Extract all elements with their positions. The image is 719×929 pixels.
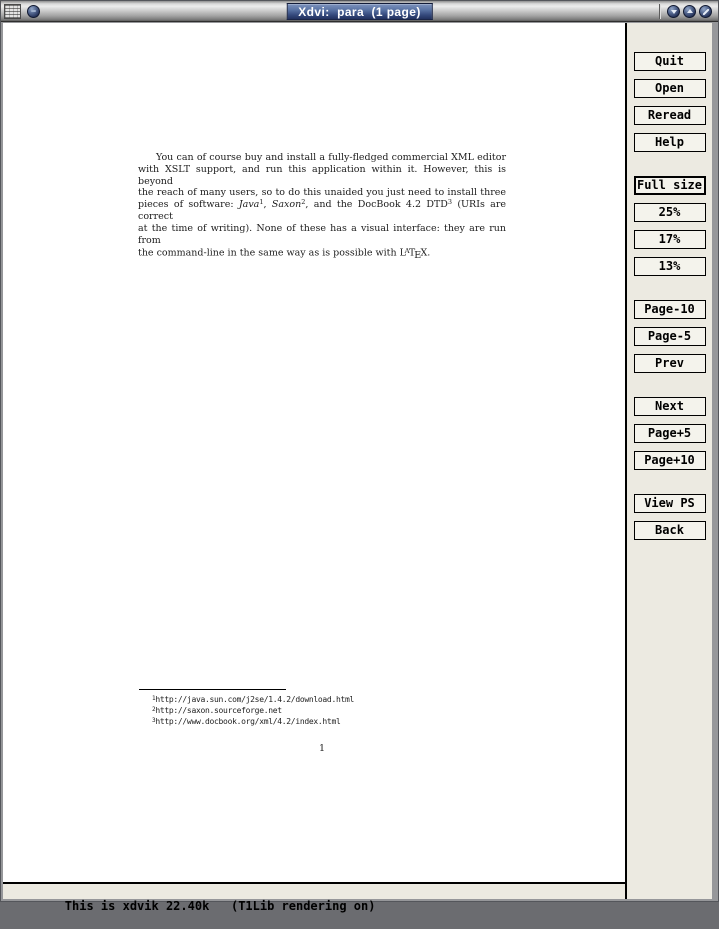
footnote-3 xyxy=(139,717,507,728)
next-button[interactable]: Next xyxy=(634,397,706,416)
window-content xyxy=(3,23,712,913)
close-button[interactable] xyxy=(699,5,712,18)
titlebar[interactable] xyxy=(1,1,718,22)
app-icon xyxy=(4,4,21,19)
document-line: You can of course buy and install a fully-fledged commercial XML editor xyxy=(156,152,506,163)
open-button[interactable]: Open xyxy=(634,79,706,98)
reread-button[interactable]: Reread xyxy=(634,106,706,125)
window-menu-icon xyxy=(31,10,36,12)
document-line: with XSLT support, and run this application within it. However, this is beyond xyxy=(138,163,506,187)
titlebar-separator xyxy=(659,4,661,19)
help-button[interactable]: Help xyxy=(634,133,706,152)
document-line: the command-line in the same way as is possible with $L^ATEX$. xyxy=(138,247,431,261)
page-minus-5-button[interactable]: Page-5 xyxy=(634,327,706,346)
footnote-rule xyxy=(139,689,286,690)
quit-button[interactable]: Quit xyxy=(634,52,706,71)
prev-button[interactable]: Prev xyxy=(634,354,706,373)
sidebar xyxy=(627,23,712,899)
document-line: the reach of many users, so to do this unaided you just need to install three xyxy=(138,187,506,199)
document-line: pieces of software: Java$^1$, Saxon$^2$, and the DocBook 4.2 DTD$^3$ (URIs are correct xyxy=(138,198,506,222)
page-number: 1 xyxy=(318,743,326,754)
page-minus-10-button[interactable]: Page-10 xyxy=(634,300,706,319)
window-title: Xdvi: para (1 page) xyxy=(298,4,421,19)
paragraph xyxy=(138,152,506,262)
chevron-up-icon xyxy=(687,9,693,13)
footnote-1-url: http://java.sun.com/j2se/1.4.2/download.html xyxy=(155,695,355,704)
slash-close-icon xyxy=(702,8,709,15)
full-size-button[interactable]: Full size xyxy=(634,176,706,195)
zoom-17-button[interactable]: 17% xyxy=(634,230,706,249)
footnote-1 xyxy=(139,695,507,706)
window-menu-button[interactable] xyxy=(27,5,40,18)
footnote-3-marker: 3 xyxy=(152,716,156,724)
page-plus-5-button[interactable]: Page+5 xyxy=(634,424,706,443)
page-plus-10-button[interactable]: Page+10 xyxy=(634,451,706,470)
zoom-13-button[interactable]: 13% xyxy=(634,257,706,276)
zoom-25-button[interactable]: 25% xyxy=(634,203,706,222)
document-line: at the time of writing). None of these has a visual interface: they are run from xyxy=(138,222,506,246)
titlebar-buttons xyxy=(659,1,712,22)
minimize-button[interactable] xyxy=(667,5,680,18)
back-button[interactable]: Back xyxy=(634,521,706,540)
document-column xyxy=(3,23,627,913)
footnote-2 xyxy=(139,706,507,717)
footnote-2-marker: 2 xyxy=(152,705,156,713)
status-text: This is xdvik 22.40k (T1Lib rendering on) xyxy=(64,899,376,913)
footnote-1-marker: 1 xyxy=(152,695,156,702)
maximize-button[interactable] xyxy=(683,5,696,18)
footnote-block xyxy=(139,689,507,727)
page-canvas[interactable] xyxy=(3,23,625,884)
footnote-3-url: http://www.docbook.org/xml/4.2/index.html xyxy=(155,716,341,726)
status-bar xyxy=(3,884,625,913)
footnote-2-url: http://saxon.sourceforge.net xyxy=(155,705,282,715)
chevron-down-icon xyxy=(671,10,677,14)
view-ps-button[interactable]: View PS xyxy=(634,494,706,513)
window-title-box xyxy=(286,3,432,20)
